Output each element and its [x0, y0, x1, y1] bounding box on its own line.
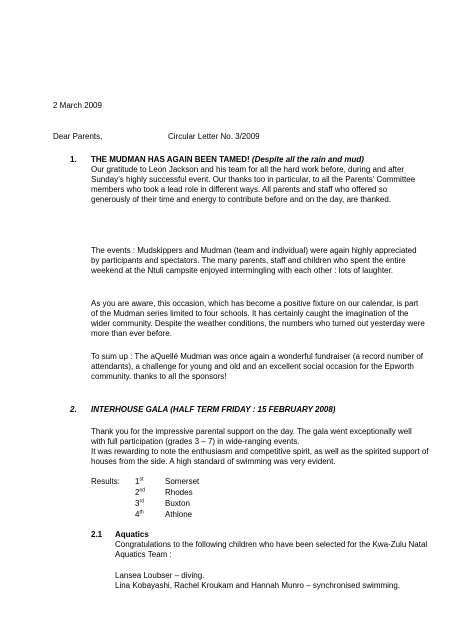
section-1-paragraph: To sum up : The aQuellé Mudman was once again a wonderful fundraiser (a record number of attendants), a challenge for young and old and an excellent social occasion for the Epworth community. thanks to all the sponsors!: [91, 352, 424, 381]
section-1-paragraph: Our gratitude to Leon Jackson and his team for all the hard work before, during and after Sunday’s highly successful event. Our thanks too in particular, to all the Parents’ Committee members who took a lead role in different ways. All parents and staff who offered so generously of their time and energy to contribute before and on the day, are thanked.: [91, 165, 416, 204]
section-1-heading: [91, 155, 364, 165]
result-house: Buxton: [165, 499, 190, 508]
result-place: 1st: [135, 476, 144, 486]
result-house: Athlone: [165, 510, 193, 519]
section-2-paragraph: It was rewarding to note the enthusiasm and competitive spirit, as well as the spirited support of houses from the side. A high standard of swimming was very evident.: [91, 447, 429, 466]
section-1-paragraph: As you are aware, this occasion, which has become a positive fixture on our calendar, is part of the Mudman series limited to four schools. It has certainly caught the imagination of the wider community. Despite the weather conditions, the numbers who turned out yesterday were more than ever before.: [91, 299, 425, 338]
results-label: Results:: [91, 477, 120, 486]
section-2-paragraph: Thank you for the impressive parental support on the day. The gala went exceptionally well with full participation (grades 3 – 7) in wide-ranging events.: [91, 427, 412, 446]
letter-date: 2 March 2009: [53, 101, 102, 110]
result-house: Somerset: [165, 477, 200, 486]
section-2-number: 2.: [70, 405, 77, 414]
section-2-1-number: 2.1: [91, 530, 103, 539]
results-list: [135, 477, 255, 525]
salutation: Dear Parents,: [53, 132, 103, 141]
aquatics-entry: Lansea Loubser – diving.: [115, 571, 205, 580]
section-2-1-title: Aquatics: [115, 530, 149, 539]
aquatics-entry: Lina Kobayashi, Rachel Kroukam and Hannah Munro – synchronised swimming.: [115, 581, 401, 590]
result-house: Rhodes: [165, 488, 193, 497]
section-1-title: THE MUDMAN HAS AGAIN BEEN TAMED!: [91, 155, 250, 164]
circular-number: Circular Letter No. 3/2009: [168, 132, 260, 141]
section-1-number: 1.: [70, 155, 77, 164]
section-1-subtitle: (Despite all the rain and mud): [251, 155, 364, 164]
section-2-1-intro: Congratulations to the following children who have been selected for the Kwa-Zulu Natal Aquatics Team :: [115, 540, 428, 559]
section-2-title: INTERHOUSE GALA (HALF TERM FRIDAY : 15 FEBRUARY 2008): [91, 405, 336, 414]
result-place: 3rd: [135, 498, 144, 508]
result-place: 4th: [135, 509, 144, 519]
section-1-paragraph: The events : Mudskippers and Mudman (team and individual) were again highly appreciated by participants and spectators. The many parents, staff and children who spent the entire weekend at the Ntuli campsite enjoyed intermingling with each other : lots of laughter.: [91, 246, 417, 275]
result-place: 2nd: [135, 487, 146, 497]
